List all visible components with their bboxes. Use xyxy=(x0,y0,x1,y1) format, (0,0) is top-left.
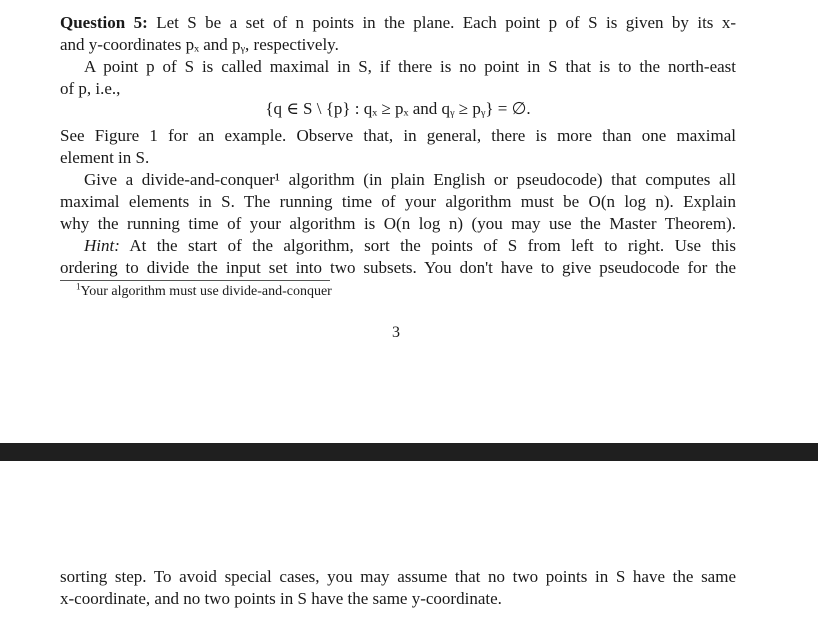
footnote-divider xyxy=(60,280,330,281)
footnote-mark: 1 xyxy=(76,281,81,292)
page-number: 3 xyxy=(392,324,400,341)
question-line-8: Give a divide-and-conquer¹ algorithm (in plain English or pseudocode) that computes all xyxy=(84,170,736,189)
continued-line-2: x-coordinate, and no two points in S have the same y-coordinate. xyxy=(60,589,502,608)
footnote xyxy=(76,283,332,301)
continued-line-1: sorting step. To avoid special cases, you may assume that no two points in S have the same xyxy=(60,567,736,586)
footnote-text: Your algorithm must use divide-and-conquer xyxy=(80,284,332,299)
question-line-3: A point p of S is called maximal in S, if there is no point in S that is to the north-east xyxy=(84,57,736,76)
hint-line-2: ordering to divide the input set into two subsets. You don't have to give pseudocode for the xyxy=(60,258,736,277)
question-text-1: Let S be a set of n points in the plane. Each point p of S is given by its x- xyxy=(156,13,737,32)
page-separator xyxy=(0,443,818,461)
question-line-10: why the running time of your algorithm is O(n log n) (you may use the Master Theorem). xyxy=(60,214,736,233)
pdf-page-bottom xyxy=(0,461,818,623)
question-line-1 xyxy=(60,12,736,34)
question-line-9: maximal elements in S. The running time of your algorithm must be O(n log n). Explain xyxy=(60,192,736,211)
question-line-6: See Figure 1 for an example. Observe that, in general, there is more than one maximal xyxy=(60,126,736,145)
question-label: Question 5: xyxy=(60,13,148,32)
question-line-2: and y-coordinates pₓ and pᵧ, respectively. xyxy=(60,35,339,54)
question-line-7: element in S. xyxy=(60,148,150,167)
hint-label: Hint: xyxy=(84,236,120,255)
hint-line-1 xyxy=(60,235,736,257)
hint-text-1: At the start of the algorithm, sort the points of S from left to right. Use this xyxy=(129,236,737,255)
set-definition-formula: {q ∈ S \ {p} : qₓ ≥ pₓ and qᵧ ≥ pᵧ} = ∅. xyxy=(265,99,531,118)
question-line-4: of p, i.e., xyxy=(60,79,121,98)
